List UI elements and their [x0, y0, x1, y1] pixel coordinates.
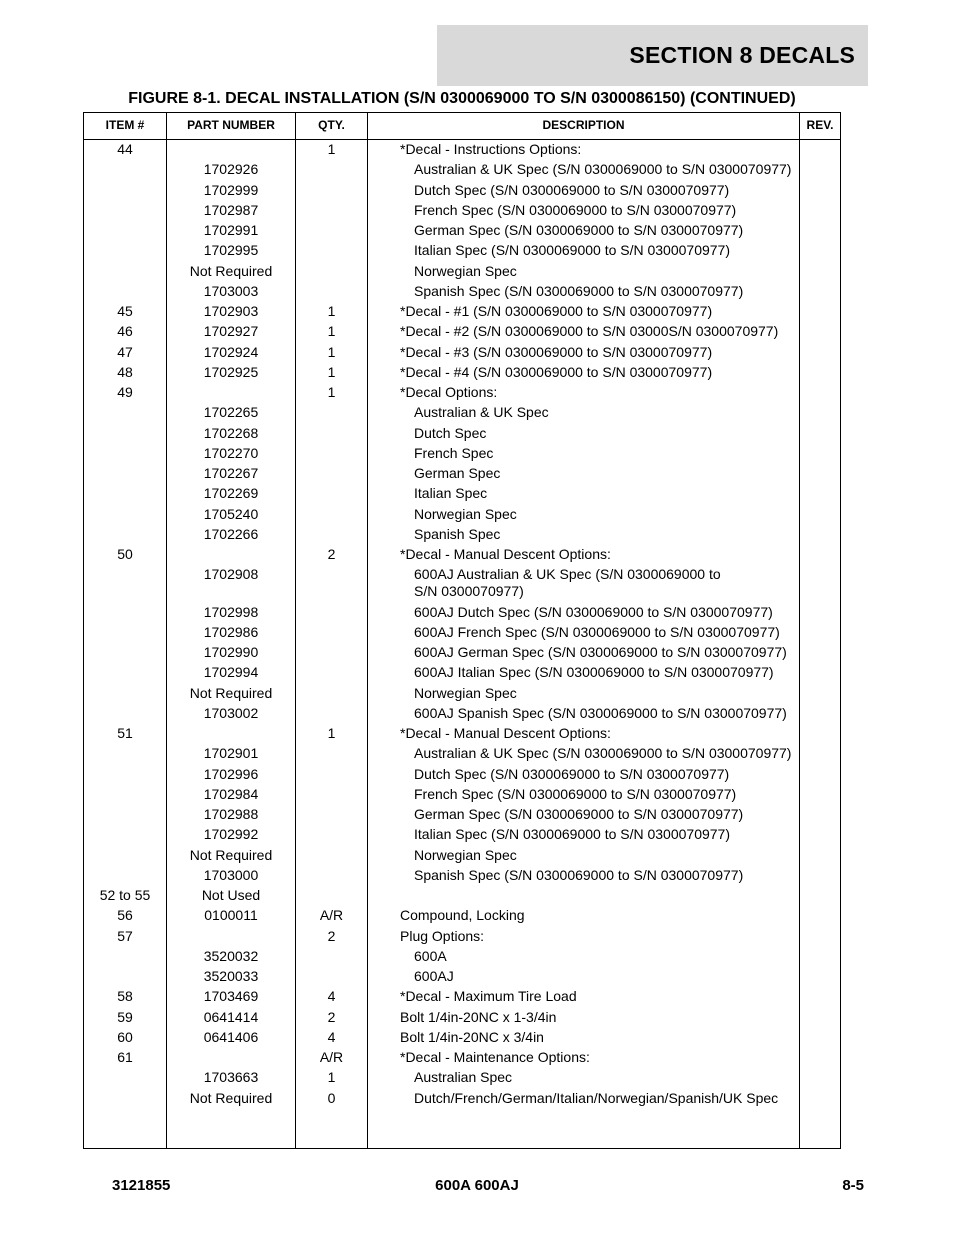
- description-cell: French Spec: [414, 444, 494, 461]
- qty-cell: 1: [327, 725, 336, 741]
- part-number-cell: 1702995: [203, 242, 259, 259]
- description-cell: *Decal - Maintenance Options:: [400, 1049, 590, 1065]
- description-cell: French Spec (S/N 0300069000 to S/N 0300070977): [414, 785, 737, 802]
- part-number-cell: 1702986: [203, 623, 259, 640]
- item-cell: 52 to 55: [99, 887, 151, 903]
- column-divider: [799, 113, 800, 1148]
- part-number-cell: Not Required: [189, 846, 273, 863]
- description-cell: 600AJ Italian Spec (S/N 0300069000 to S/N 0300070977): [414, 664, 774, 681]
- section-title: SECTION 8 DECALS: [629, 42, 855, 68]
- part-number-cell: 0641406: [203, 1028, 259, 1045]
- part-number-cell: Not Required: [189, 684, 273, 701]
- description-cell: *Decal - #1 (S/N 0300069000 to S/N 0300070977): [400, 303, 713, 319]
- description-cell: *Decal - Manual Descent Options:: [400, 546, 611, 562]
- qty-cell: 1: [327, 343, 336, 360]
- part-number-cell: 0641414: [203, 1008, 259, 1025]
- description-cell: *Decal Options:: [400, 384, 498, 400]
- description-cell: German Spec: [414, 465, 501, 481]
- description-cell: French Spec (S/N 0300069000 to S/N 0300070977): [414, 201, 737, 218]
- description-cell: Dutch Spec (S/N 0300069000 to S/N 0300070977): [414, 181, 730, 198]
- description-cell-continued: S/N 0300070977): [414, 583, 524, 600]
- footer-doc-number: 3121855: [112, 1177, 171, 1194]
- part-number-cell: 1702268: [203, 424, 259, 441]
- description-cell: 600AJ German Spec (S/N 0300069000 to S/N 0300070977): [414, 644, 787, 660]
- description-cell: *Decal - #3 (S/N 0300069000 to S/N 0300070977): [400, 343, 713, 360]
- description-cell: *Decal - Maximum Tire Load: [400, 988, 577, 1005]
- part-number-cell: 1702991: [203, 222, 259, 238]
- description-cell: 600A: [414, 947, 447, 964]
- description-cell: 600AJ Spanish Spec (S/N 0300069000 to S/N 0300070977): [414, 704, 787, 721]
- qty-cell: 4: [327, 988, 336, 1005]
- part-number-cell: 1702990: [203, 644, 259, 660]
- item-cell: 47: [117, 343, 133, 360]
- part-number-cell: 1702265: [203, 404, 259, 421]
- description-cell: Australian Spec: [414, 1069, 513, 1086]
- item-cell: 51: [117, 725, 133, 741]
- description-cell: German Spec (S/N 0300069000 to S/N 0300070977): [414, 222, 744, 238]
- description-cell: Spanish Spec (S/N 0300069000 to S/N 0300070977): [414, 282, 744, 299]
- description-cell: Spanish Spec: [414, 525, 501, 542]
- item-cell: 60: [117, 1028, 133, 1045]
- part-number-cell: Not Used: [201, 887, 261, 903]
- part-number-cell: 1702924: [203, 343, 259, 360]
- header-qty: QTY.: [318, 118, 345, 132]
- part-number-cell: 1702998: [203, 603, 259, 620]
- part-number-cell: 1702901: [203, 745, 259, 762]
- qty-cell: 2: [327, 927, 336, 944]
- description-cell: Bolt 1/4in-20NC x 3/4in: [400, 1028, 544, 1045]
- part-number-cell: 3520032: [203, 947, 259, 964]
- item-cell: 44: [117, 141, 133, 157]
- part-number-cell: 1702988: [203, 806, 259, 822]
- part-number-cell: 1702908: [203, 566, 259, 583]
- qty-cell: 1: [327, 1069, 336, 1086]
- item-cell: 58: [117, 988, 133, 1005]
- description-cell: *Decal - Manual Descent Options:: [400, 725, 611, 741]
- header-description: DESCRIPTION: [542, 118, 625, 132]
- description-cell: Australian & UK Spec (S/N 0300069000 to S/N 0300070977): [414, 745, 792, 762]
- item-cell: 57: [117, 927, 133, 944]
- description-cell: German Spec (S/N 0300069000 to S/N 0300070977): [414, 806, 744, 822]
- header-divider: [84, 139, 840, 140]
- part-number-cell: 1703469: [203, 988, 259, 1005]
- part-number-cell: 1702984: [203, 785, 259, 802]
- part-number-cell: 1702903: [203, 303, 259, 319]
- qty-cell: A/R: [319, 1049, 344, 1065]
- part-number-cell: 1702269: [203, 485, 259, 502]
- description-cell: *Decal - #2 (S/N 0300069000 to S/N 03000S/N 0300070977): [400, 323, 779, 340]
- part-number-cell: 1703002: [203, 704, 259, 721]
- description-cell: Norwegian Spec: [414, 684, 517, 701]
- description-cell: Australian & UK Spec (S/N 0300069000 to S/N 0300070977): [414, 161, 792, 178]
- qty-cell: 0: [327, 1089, 336, 1106]
- description-cell: Norwegian Spec: [414, 262, 517, 279]
- part-number-cell: Not Required: [189, 1089, 273, 1106]
- part-number-cell: 1702987: [203, 201, 259, 218]
- figure-title: FIGURE 8-1. DECAL INSTALLATION (S/N 0300069000 TO S/N 0300086150) (CONTINUED): [128, 90, 796, 107]
- qty-cell: 4: [327, 1028, 336, 1045]
- part-number-cell: 1702926: [203, 161, 259, 178]
- footer-model: 600A 600AJ: [435, 1177, 519, 1194]
- footer-page-number: 8-5: [842, 1177, 864, 1194]
- part-number-cell: 1702996: [203, 765, 259, 782]
- part-number-cell: 1705240: [203, 505, 259, 522]
- header-part-number: PART NUMBER: [187, 118, 275, 132]
- part-number-cell: 1702999: [203, 181, 259, 198]
- part-number-cell: 1702266: [203, 525, 259, 542]
- qty-cell: 1: [327, 323, 336, 340]
- item-cell: 56: [117, 907, 133, 924]
- qty-cell: 1: [327, 141, 336, 157]
- description-cell: Dutch/French/German/Italian/Norwegian/Spanish/UK Spec: [414, 1089, 779, 1106]
- description-cell: Bolt 1/4in-20NC x 1-3/4in: [400, 1008, 557, 1025]
- description-cell: Spanish Spec (S/N 0300069000 to S/N 0300070977): [414, 866, 744, 883]
- description-cell: 600AJ: [414, 968, 454, 984]
- part-number-cell: 1702994: [203, 664, 259, 681]
- description-cell: Dutch Spec: [414, 424, 487, 441]
- description-cell: Australian & UK Spec: [414, 404, 549, 421]
- item-cell: 61: [117, 1049, 133, 1065]
- qty-cell: 2: [327, 546, 336, 562]
- part-number-cell: 1703000: [203, 866, 259, 883]
- description-cell: 600AJ French Spec (S/N 0300069000 to S/N 0300070977): [414, 623, 780, 640]
- description-cell: Italian Spec: [414, 485, 488, 502]
- part-number-cell: 1703003: [203, 282, 259, 299]
- qty-cell: 1: [327, 303, 336, 319]
- section-banner: [437, 25, 868, 86]
- description-cell: *Decal - Instructions Options:: [400, 141, 582, 157]
- part-number-cell: 1703663: [203, 1069, 259, 1086]
- header-item: ITEM #: [105, 118, 145, 132]
- part-number-cell: 3520033: [203, 968, 259, 984]
- description-cell: Italian Spec (S/N 0300069000 to S/N 0300070977): [414, 826, 731, 843]
- item-cell: 50: [117, 546, 133, 562]
- header-rev: REV.: [806, 118, 834, 132]
- description-cell: Plug Options:: [400, 927, 485, 944]
- description-cell: Compound, Locking: [400, 907, 525, 924]
- description-cell: Dutch Spec (S/N 0300069000 to S/N 0300070977): [414, 765, 730, 782]
- item-cell: 49: [117, 384, 133, 400]
- description-cell: Italian Spec (S/N 0300069000 to S/N 0300070977): [414, 242, 731, 259]
- qty-cell: 1: [327, 363, 336, 380]
- part-number-cell: 1702267: [203, 465, 259, 481]
- column-divider: [367, 113, 368, 1148]
- qty-cell: 1: [327, 384, 336, 400]
- item-cell: 59: [117, 1008, 133, 1025]
- item-cell: 45: [117, 303, 133, 319]
- qty-cell: A/R: [319, 907, 344, 924]
- parts-table: [83, 112, 841, 1149]
- part-number-cell: 1702992: [203, 826, 259, 843]
- qty-cell: 2: [327, 1008, 336, 1025]
- item-cell: 48: [117, 363, 133, 380]
- description-cell: *Decal - #4 (S/N 0300069000 to S/N 0300070977): [400, 363, 713, 380]
- part-number-cell: 0100011: [204, 907, 258, 924]
- part-number-cell: Not Required: [189, 262, 273, 279]
- description-cell: Norwegian Spec: [414, 846, 517, 863]
- description-cell: 600AJ Australian & UK Spec (S/N 0300069000 to: [414, 566, 721, 583]
- part-number-cell: 1702925: [203, 363, 259, 380]
- item-cell: 46: [117, 323, 133, 340]
- part-number-cell: 1702270: [203, 444, 259, 461]
- description-cell: Norwegian Spec: [414, 505, 517, 522]
- description-cell: 600AJ Dutch Spec (S/N 0300069000 to S/N 0300070977): [414, 603, 773, 620]
- part-number-cell: 1702927: [203, 323, 259, 340]
